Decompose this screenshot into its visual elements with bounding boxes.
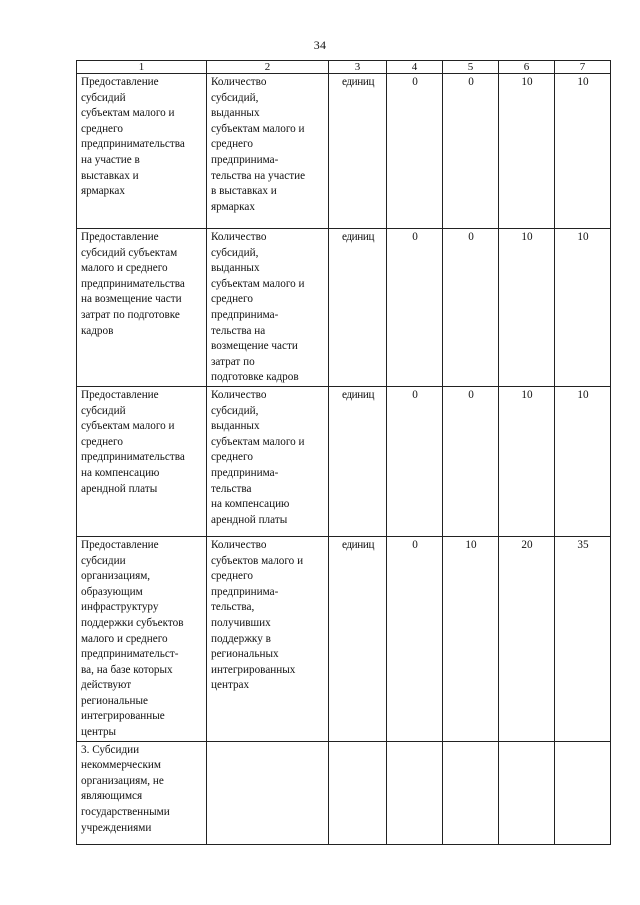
unit-cell: единиц <box>329 74 387 229</box>
column-header: 7 <box>555 61 611 74</box>
value-cell: 0 <box>443 74 499 229</box>
unit-cell <box>329 741 387 844</box>
table-row <box>77 536 611 741</box>
table-row <box>77 386 611 536</box>
measure-cell: Предоставление субсидий субъектам малого и среднего предпринимательства на компенсацию арендной платы <box>77 386 207 536</box>
indicator-cell <box>207 741 329 844</box>
unit-cell: единиц <box>329 229 387 387</box>
value-cell <box>555 741 611 844</box>
value-cell: 10 <box>555 386 611 536</box>
value-cell <box>499 741 555 844</box>
indicators-table <box>76 60 611 845</box>
measure-cell: Предоставление субсидий субъектам малого и среднего предпринимательства на участие в выставках и ярмарках <box>77 74 207 229</box>
unit-cell: единиц <box>329 386 387 536</box>
value-cell: 0 <box>443 229 499 387</box>
value-cell: 35 <box>555 536 611 741</box>
value-cell: 0 <box>387 229 443 387</box>
column-header: 5 <box>443 61 499 74</box>
value-cell: 0 <box>387 536 443 741</box>
column-header: 6 <box>499 61 555 74</box>
table-row <box>77 74 611 229</box>
page-number: 34 <box>313 38 327 52</box>
value-cell <box>443 741 499 844</box>
column-header: 1 <box>77 61 207 74</box>
measure-cell: 3. Субсидии некоммерческим организациям, не являющимся государственными учреждениями <box>77 741 207 844</box>
column-header: 2 <box>207 61 329 74</box>
indicator-cell: Количество субсидий, выданных субъектам малого и среднего предпринима- тельства на участие в выставках и ярмарках <box>207 74 329 229</box>
value-cell: 10 <box>555 74 611 229</box>
value-cell: 20 <box>499 536 555 741</box>
column-header: 3 <box>329 61 387 74</box>
measure-cell: Предоставление субсидий субъектам малого и среднего предпринимательства на возмещение части затрат по подготовке кадров <box>77 229 207 387</box>
value-cell: 10 <box>443 536 499 741</box>
indicator-cell: Количество субсидий, выданных субъектам малого и среднего предпринима- тельства на компенсацию арендной платы <box>207 386 329 536</box>
measure-cell: Предоставление субсидии организациям, образующим инфраструктуру поддержки субъектов малого и среднего предпринимательст- ва, на базе которых действуют региональные интегрированные центры <box>77 536 207 741</box>
indicator-cell: Количество субъектов малого и среднего предпринима- тельства, получивших поддержку в региональных интегрированных центрах <box>207 536 329 741</box>
value-cell: 10 <box>499 386 555 536</box>
table-row <box>77 741 611 844</box>
column-header: 4 <box>387 61 443 74</box>
value-cell: 10 <box>499 229 555 387</box>
unit-cell: единиц <box>329 536 387 741</box>
header-row <box>77 61 611 74</box>
indicator-cell: Количество субсидий, выданных субъектам малого и среднего предпринима- тельства на возмещение части затрат по подготовке кадров <box>207 229 329 387</box>
value-cell: 0 <box>387 74 443 229</box>
value-cell: 0 <box>387 386 443 536</box>
value-cell: 10 <box>499 74 555 229</box>
value-cell: 10 <box>555 229 611 387</box>
value-cell <box>387 741 443 844</box>
value-cell: 0 <box>443 386 499 536</box>
table-row <box>77 229 611 387</box>
